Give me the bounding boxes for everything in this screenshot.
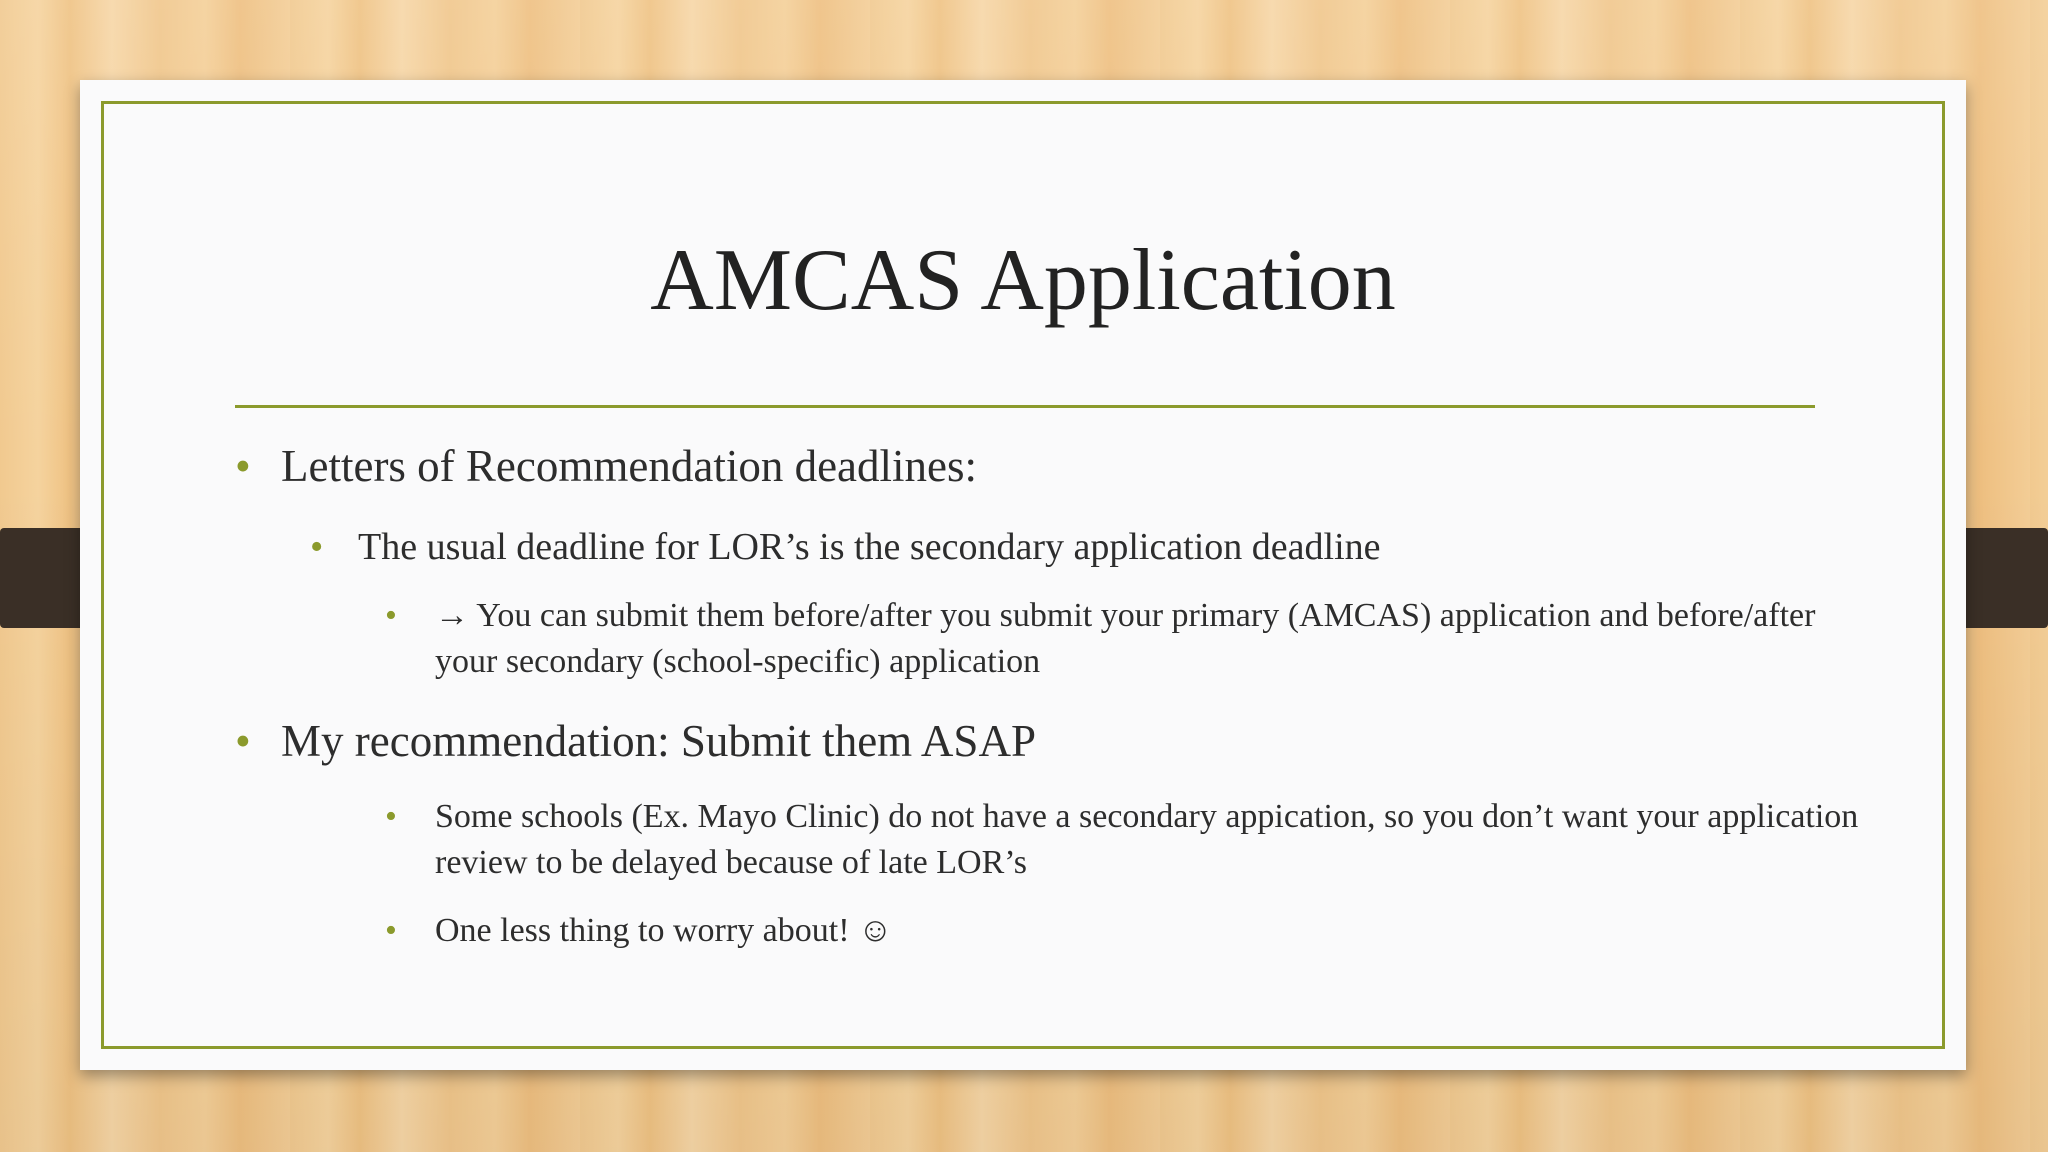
bullet-dot-icon: • [385, 798, 397, 835]
bullet-item [235, 713, 1841, 769]
bullet-text: The usual deadline for LOR’s is the secondary application deadline [358, 526, 1381, 568]
bullet-dot-icon: • [310, 526, 324, 568]
slide [80, 80, 1966, 1070]
title-divider [235, 405, 1815, 408]
bullet-item [385, 908, 1825, 954]
bullet-dot-icon: • [235, 716, 251, 766]
bullet-item [310, 524, 1858, 572]
bullet-text: Some schools (Ex. Mayo Clinic) do not have a secondary appication, so you don’t want your application review to be delayed because of late LOR’s [435, 798, 1859, 881]
bullet-text: My recommendation: Submit them ASAP [281, 716, 1036, 766]
bullet-item [385, 593, 1825, 685]
bullet-item [385, 794, 1860, 886]
bullet-text: One less thing to worry about! ☺ [435, 912, 893, 949]
bullet-text: → You can submit them before/after you submit your primary (AMCAS) application and before/after your secondary (school-specific) application [435, 597, 1816, 680]
bullet-item [235, 438, 1841, 494]
bullet-dot-icon: • [235, 441, 251, 491]
bullet-dot-icon: • [385, 597, 397, 634]
bullet-dot-icon: • [385, 912, 397, 949]
slide-title: AMCAS Application [650, 232, 1396, 329]
bullet-text: Letters of Recommendation deadlines: [281, 441, 978, 491]
